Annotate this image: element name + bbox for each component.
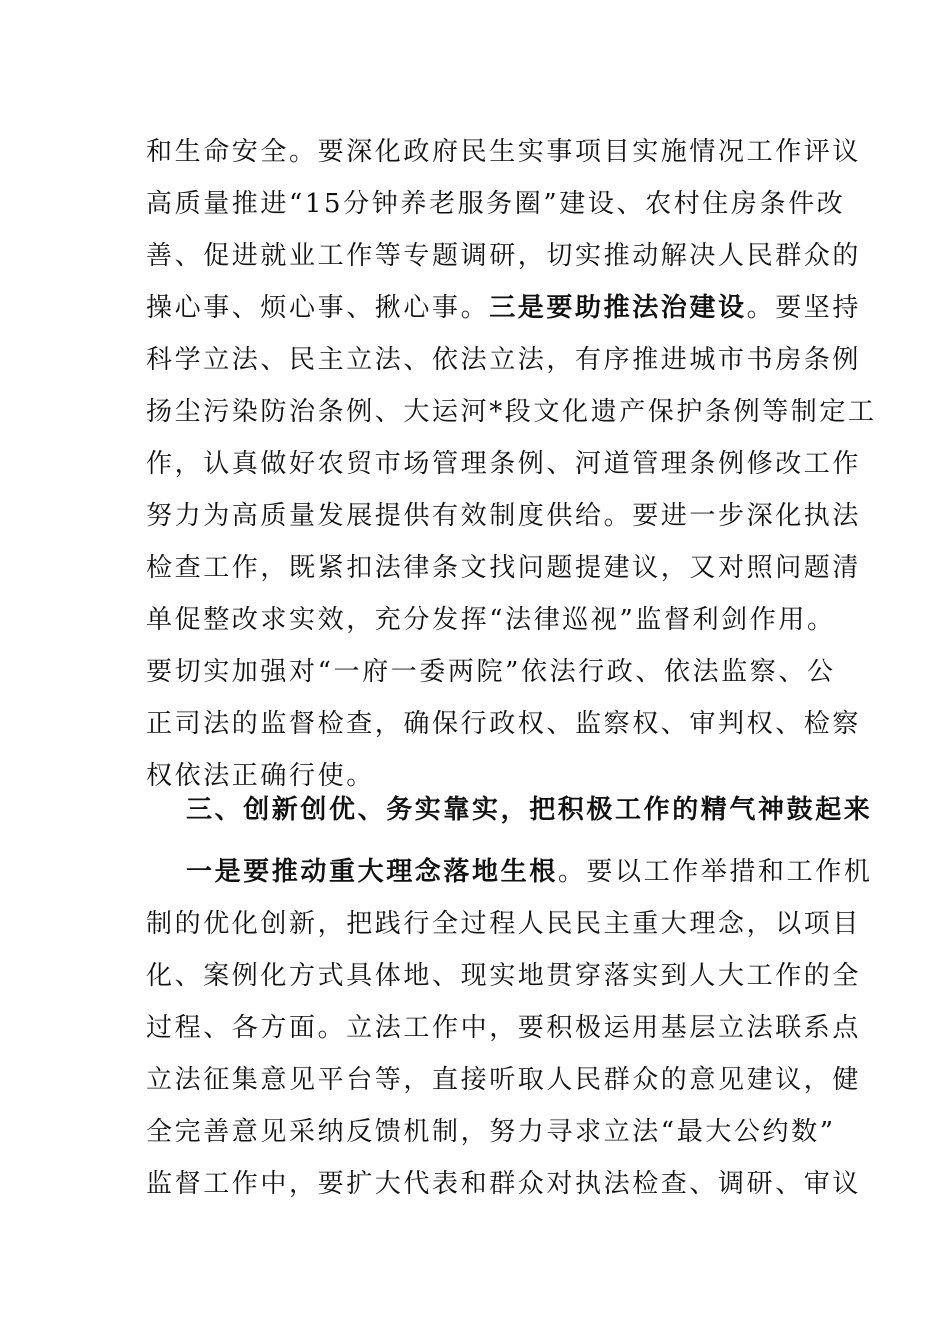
text-run: 监督工作中，要扩大代表和群众对执法检查、调研、审议 xyxy=(146,1169,862,1199)
text-run: 努力为高质量发展提供有效制度供给。要进一步深化执法 xyxy=(146,501,862,531)
text-line xyxy=(146,646,836,698)
section-heading-block xyxy=(146,784,873,836)
text-run: 全完善意见采纳反馈机制，努力寻求立法“最大公约数” xyxy=(146,1117,836,1147)
text-line xyxy=(146,490,862,542)
text-line xyxy=(146,1106,836,1158)
body-paragraph-new xyxy=(146,846,873,1210)
text-run: 高质量推进“15分钟养老服务圈”建设、农村住房条件改 xyxy=(146,189,846,219)
text-run: 扬尘污染防治条例、大运河*段文化遗产保护条例等制定工 xyxy=(146,397,877,427)
text-run: 立法征集意见平台等，直接听取人民群众的意见建议，健 xyxy=(146,1065,862,1095)
text-line xyxy=(146,230,862,282)
section-heading: 三、创新创优、务实靠实，把积极工作的精气神鼓起来 xyxy=(186,795,873,825)
text-line xyxy=(146,282,862,334)
text-run: 善、促进就业工作等专题调研，切实推动解决人民群众的 xyxy=(146,241,862,271)
text-run: 制的优化创新，把践行全过程人民民主重大理念，以项目 xyxy=(146,909,862,939)
text-run: 化、案例化方式具体地、现实地贯穿落实到人大工作的全 xyxy=(146,961,862,991)
body-paragraph-continued xyxy=(146,126,877,802)
text-run: 科学立法、民主立法、依法立法，有序推进城市书房条例 xyxy=(146,345,862,375)
text-line xyxy=(146,438,862,490)
text-run: 要切实加强对“一府一委两院”依法行政、依法监察、公 xyxy=(146,657,836,687)
text-line xyxy=(146,386,877,438)
text-run: 单促整改求实效，充分发挥“法律巡视”监督利剑作用。 xyxy=(146,605,836,635)
text-line xyxy=(146,542,862,594)
text-line xyxy=(146,1054,862,1106)
bold-lead-phrase: 三是要助推法治建设 xyxy=(489,293,747,323)
bold-lead-phrase: 一是要推动重大理念落地生根 xyxy=(186,857,558,887)
text-run: 正司法的监督检查，确保行政权、监察权、审判权、检察 xyxy=(146,709,862,739)
text-line xyxy=(146,126,862,178)
text-line xyxy=(146,846,873,898)
text-line xyxy=(146,178,846,230)
text-line xyxy=(146,950,862,1002)
text-run: 。要以工作举措和工作机 xyxy=(557,857,873,887)
text-run: 权依法正确行使。 xyxy=(146,761,375,791)
text-line xyxy=(146,1158,862,1210)
text-run: 检查工作，既紧扣法律条文找问题提建议，又对照问题清 xyxy=(146,553,862,583)
text-line xyxy=(146,898,862,950)
text-line xyxy=(146,334,862,386)
text-run: 操心事、烦心事、揪心事。 xyxy=(146,293,490,323)
text-line xyxy=(146,594,836,646)
text-line xyxy=(146,698,862,750)
text-run: 。要坚持 xyxy=(746,293,862,323)
text-run: 和生命安全。要深化政府民生实事项目实施情况工作评议 xyxy=(146,137,862,167)
text-run: 作，认真做好农贸市场管理条例、河道管理条例修改工作 xyxy=(146,449,862,479)
text-run: 过程、各方面。立法工作中，要积极运用基层立法联系点 xyxy=(146,1013,862,1043)
text-line xyxy=(146,1002,862,1054)
